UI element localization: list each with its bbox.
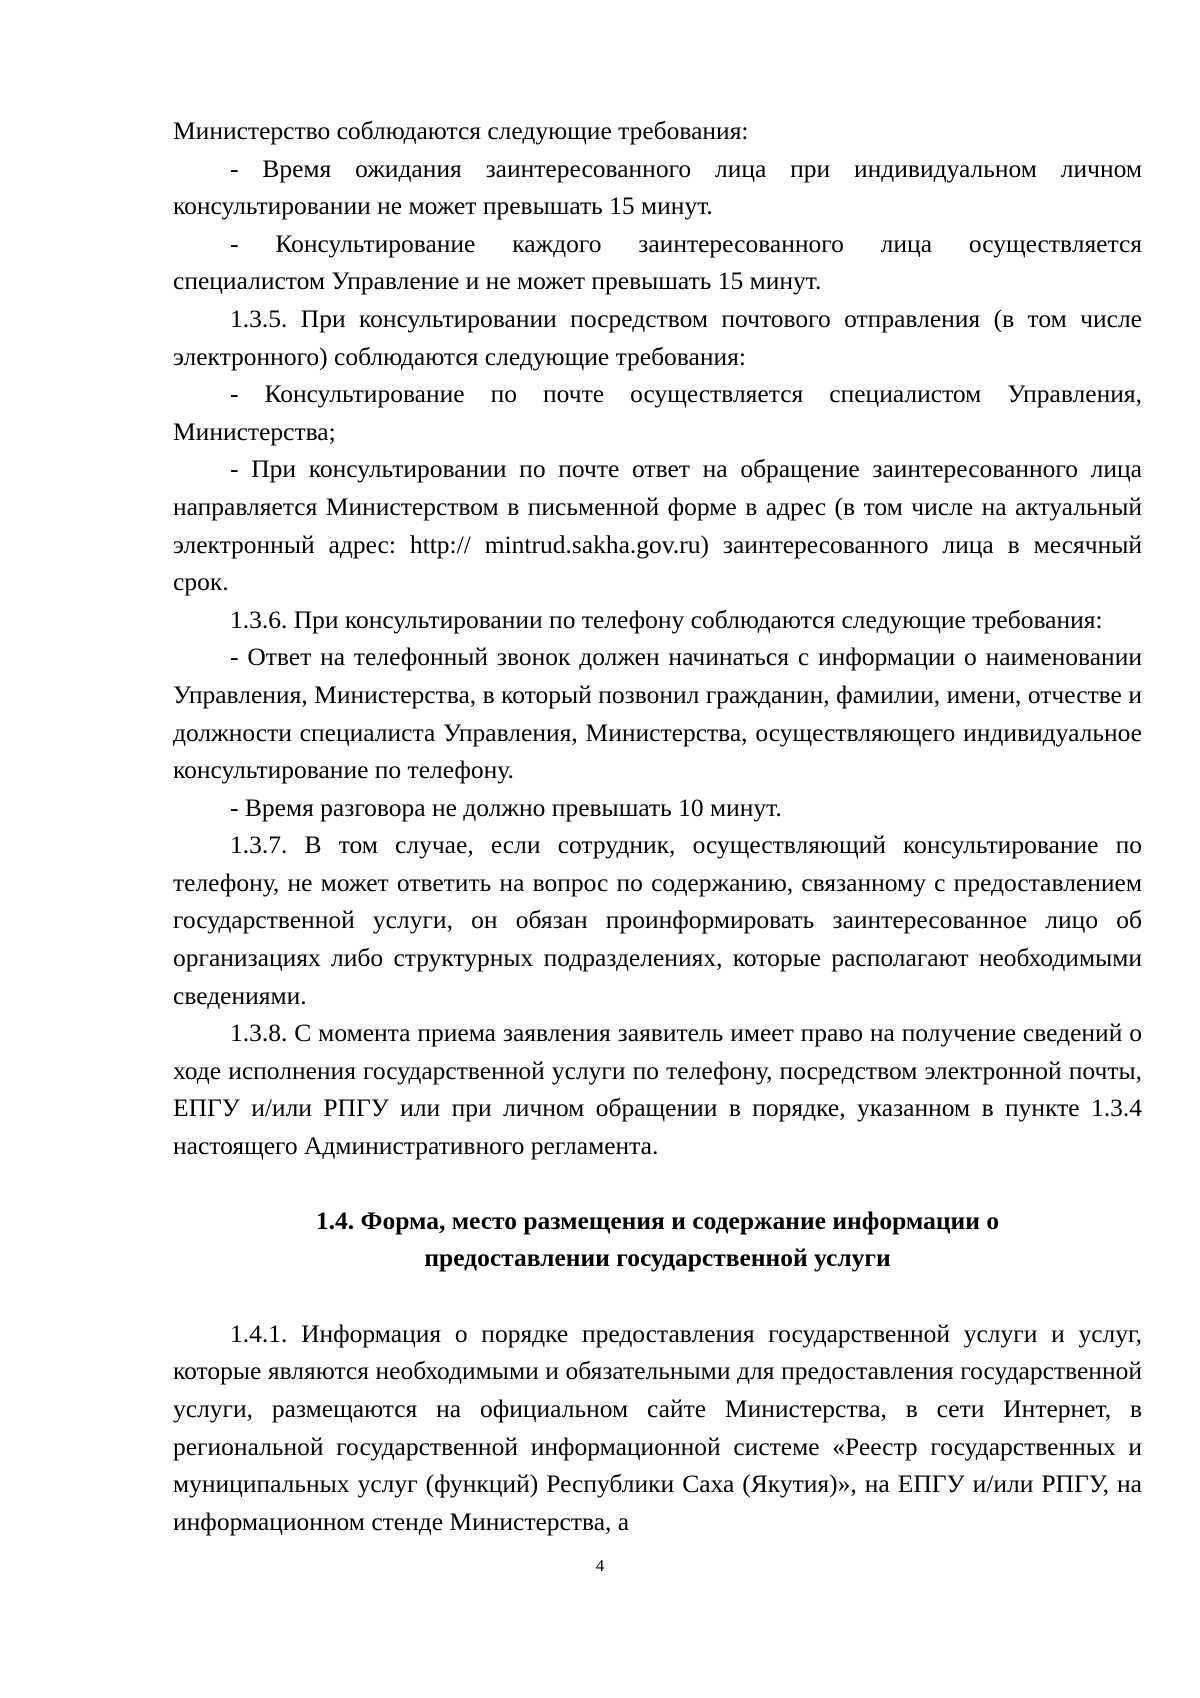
page-body	[173, 112, 1142, 1540]
section-heading-line-2: предоставлении государственной услуги	[424, 1243, 891, 1273]
paragraph-consulting-duration: - Консультирование каждого заинтересованного лица осуществляется специалистом Управление и не может превышать 15 минут.	[173, 228, 1142, 296]
paragraph-1-4-1: 1.4.1. Информация о порядке предоставления государственной услуги и услуг, которые являются необходимыми и обязательными для предоставления государственной услуги, размещаются на официальном сайте Министерства, в сети Интернет, в региональной государственной информационной системе «Реестр государственных и муниципальных услуг (функций) Республики Саха (Якутия)», на ЕПГУ и/или РПГУ, на информационном стенде Министерства, а	[173, 1318, 1142, 1536]
paragraph-phone-answer: - Ответ на телефонный звонок должен начинаться с информации о наименовании Управления, Министерства, в который позвонил гражданин, фамилии, имени, отчестве и должности специалиста Управления, Министерства, осуществляющего индивидуальное консультирование по телефону.	[173, 642, 1142, 785]
paragraph-1-3-8: 1.3.8. С момента приема заявления заявитель имеет право на получение сведений о ходе исполнения государственной услуги по телефону, посредством электронной почты, ЕПГУ и/или РПГУ или при личном обращении в порядке, указанном в пункте 1.3.4 настоящего Административного регламента.	[173, 1018, 1142, 1161]
paragraph-mail-response: - При консультировании по почте ответ на обращение заинтересованного лица направляется Министерством в письменной форме в адрес (в том числе на актуальный электронный адрес: http:// mintrud.sakha.gov.ru) заинтересованного лица в месячный срок.	[173, 454, 1142, 597]
paragraph-phone-duration: - Время разговора не должно превышать 10 минут.	[230, 792, 782, 822]
paragraph-1-3-6: 1.3.6. При консультировании по телефону соблюдаются следующие требования:	[230, 604, 1103, 634]
paragraph-mail-consulting: - Консультирование по почте осуществляется специалистом Управления, Министерства;	[173, 379, 1142, 446]
paragraph-1-3-7: 1.3.7. В том случае, если сотрудник, осуществляющий консультирование по телефону, не может ответить на вопрос по содержанию, связанному с предоставлением государственной услуги, он обязан проинформировать заинтересованное лицо об организациях либо структурных подразделениях, которые располагают необходимыми сведениями.	[173, 830, 1142, 1010]
paragraph-1-3-5: 1.3.5. При консультировании посредством почтового отправления (в том числе электронного) соблюдаются следующие требования:	[173, 303, 1142, 371]
section-heading-line-1: 1.4. Форма, место размещения и содержание информации о	[315, 1205, 1000, 1235]
page-number: 4	[595, 1556, 605, 1575]
paragraph-continuation: Министерство соблюдаются следующие требования:	[173, 116, 749, 145]
section-heading-1-4	[173, 1202, 1142, 1277]
paragraph-waiting-time: - Время ожидания заинтересованного лица при индивидуальном личном консультировании не может превышать 15 минут.	[173, 153, 1142, 221]
